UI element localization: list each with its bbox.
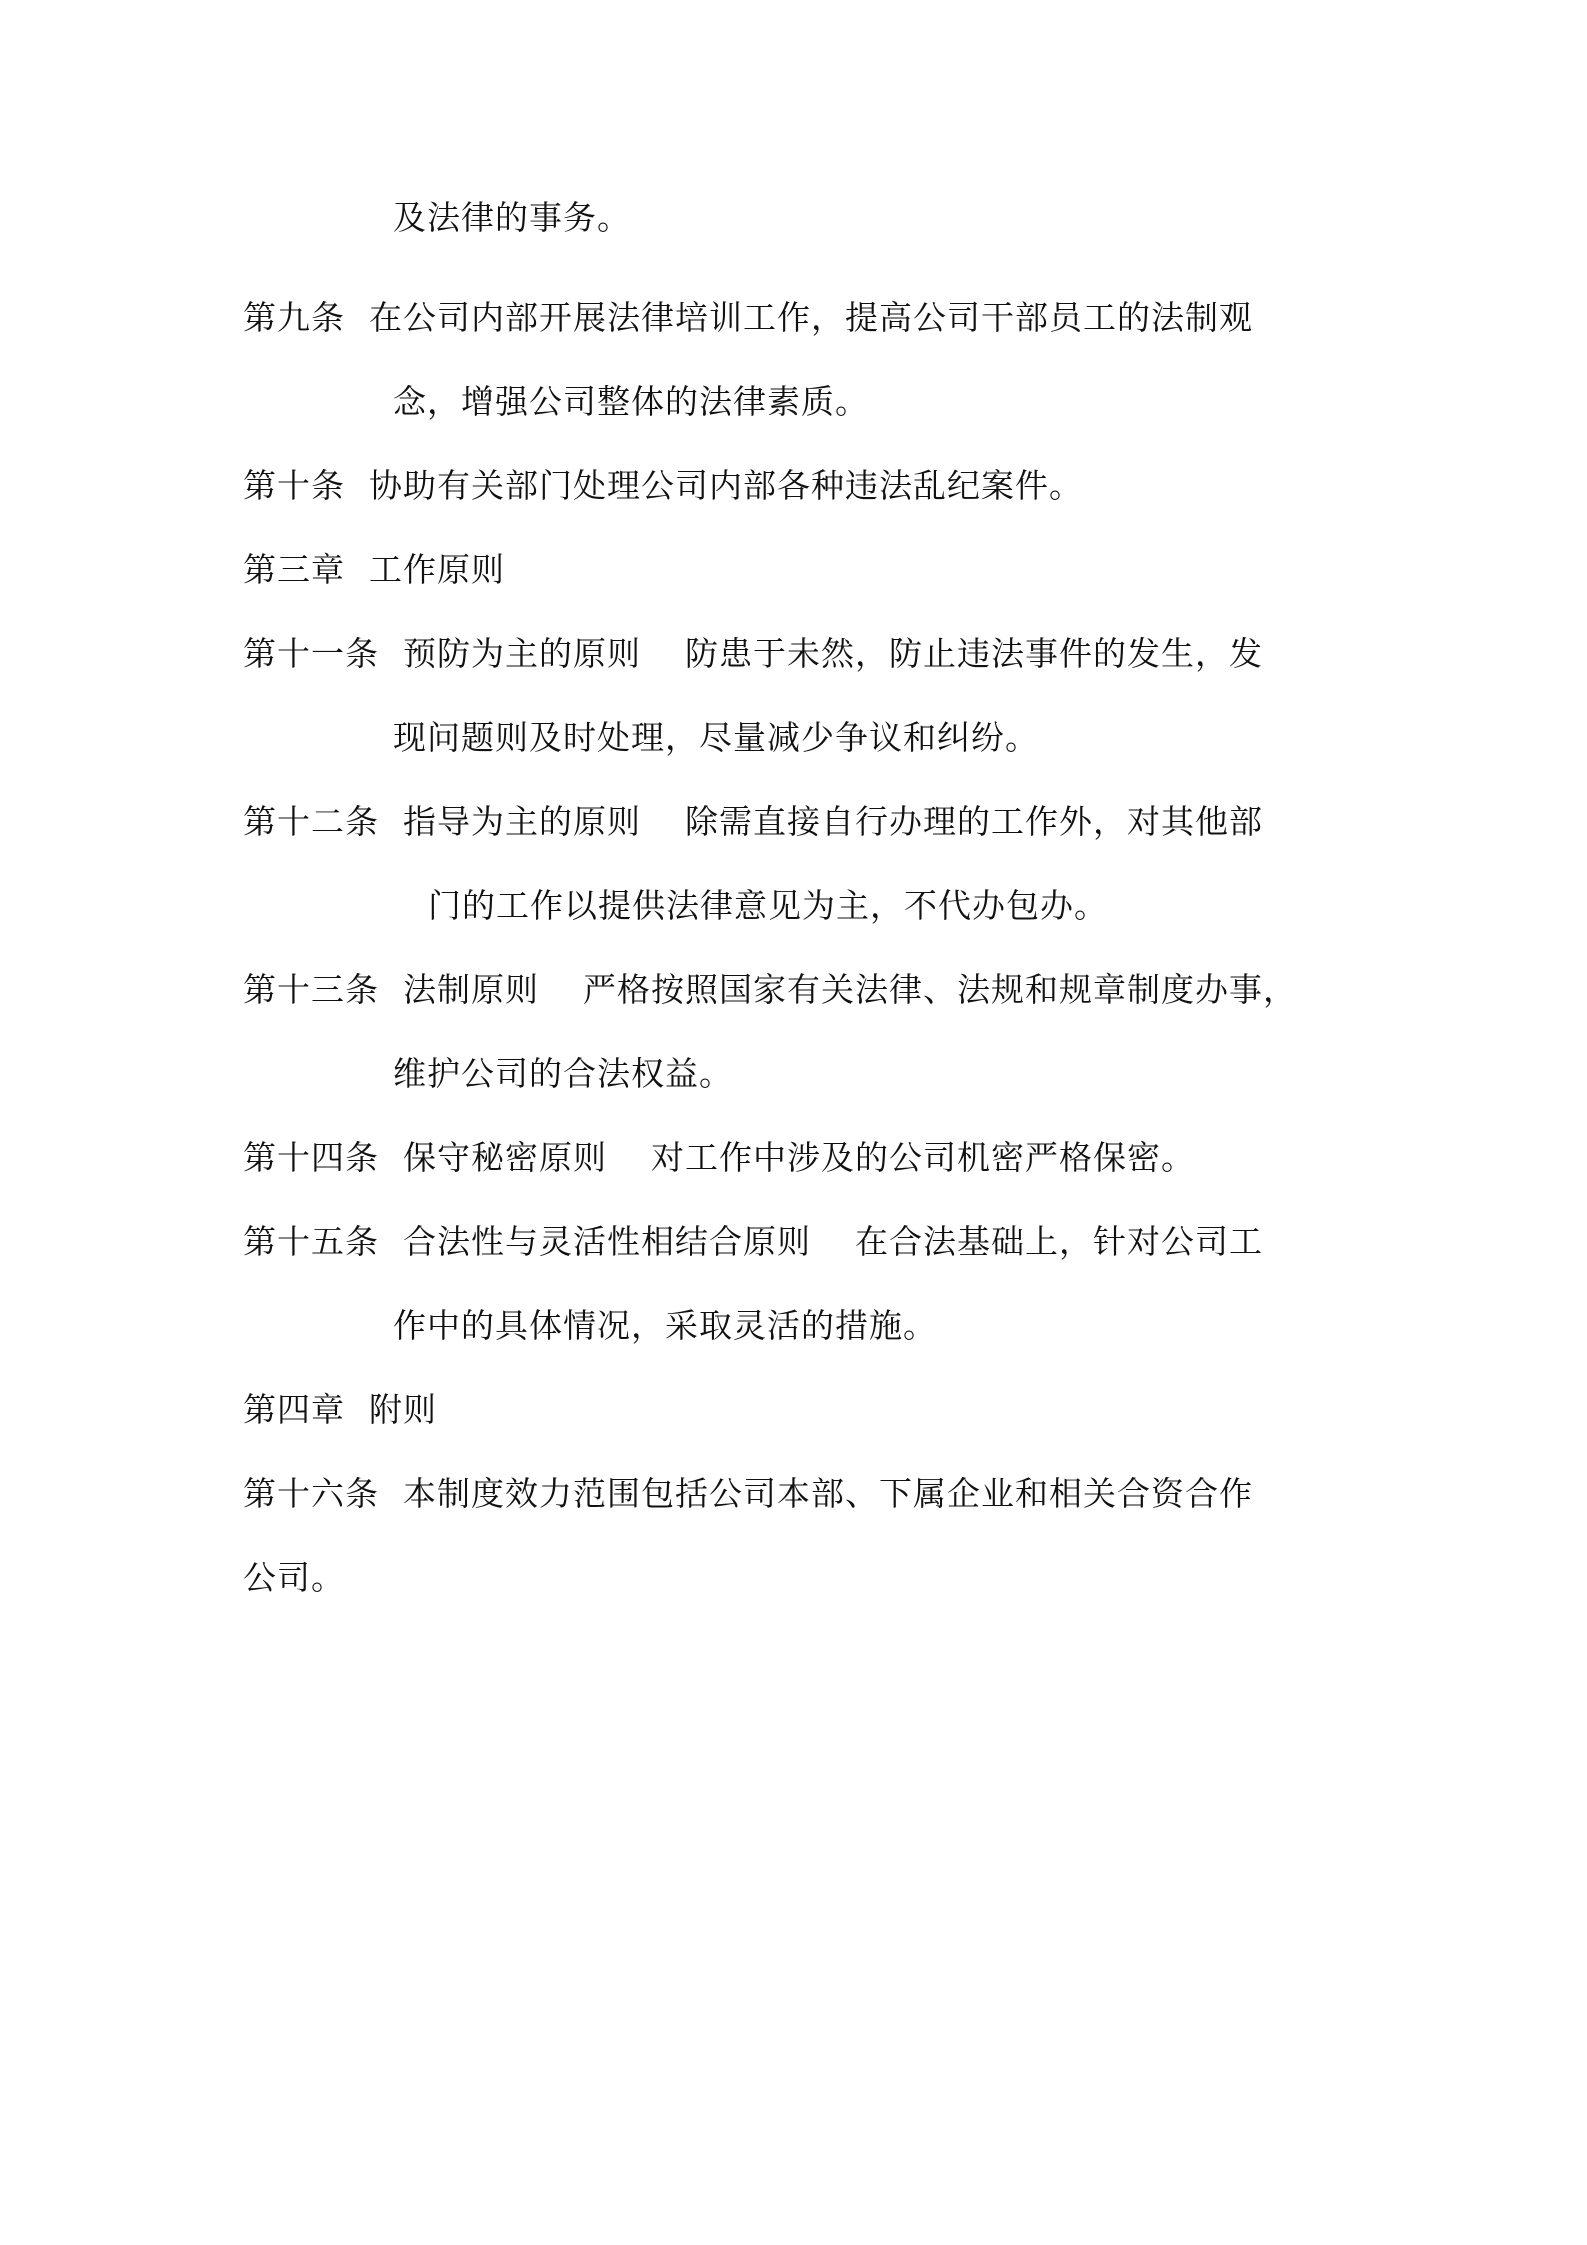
article-label: 第十六条	[243, 1474, 379, 1513]
article-text: 除需直接自行办理的工作外，对其他部	[685, 802, 1263, 841]
line-text: 维护公司的合法权益。	[393, 1054, 733, 1093]
chapter-4-heading	[243, 1388, 437, 1432]
chapter-label: 第三章	[243, 550, 345, 589]
article-10	[243, 464, 1083, 508]
principle-name: 合法性与灵活性相结合原则	[403, 1222, 811, 1261]
chapter-3-heading	[243, 548, 505, 592]
continuation-line	[428, 884, 1108, 928]
continuation-line	[393, 196, 631, 240]
chapter-label: 第四章	[243, 1390, 345, 1429]
article-text: 本制度效力范围包括公司本部、下属企业和相关合资合作	[403, 1474, 1253, 1513]
article-label: 第十条	[243, 466, 345, 505]
article-label: 第十四条	[243, 1138, 379, 1177]
article-label: 第十一条	[243, 634, 379, 673]
chapter-title: 附则	[369, 1390, 437, 1429]
article-label: 第十五条	[243, 1222, 379, 1261]
chapter-title: 工作原则	[369, 550, 505, 589]
line-text: 公司。	[243, 1558, 345, 1597]
continuation-line	[393, 380, 869, 424]
article-9	[243, 296, 1253, 340]
line-text: 门的工作以提供法律意见为主，不代办包办。	[428, 886, 1108, 925]
principle-name: 预防为主的原则	[403, 634, 641, 673]
article-text: 在公司内部开展法律培训工作，提高公司干部员工的法制观	[369, 298, 1253, 337]
article-text: 对工作中涉及的公司机密严格保密。	[651, 1138, 1195, 1177]
continuation-line	[393, 1052, 733, 1096]
continuation-line	[393, 1304, 937, 1348]
article-15	[243, 1220, 1263, 1264]
line-text: 现问题则及时处理，尽量减少争议和纠纷。	[393, 718, 1039, 757]
principle-name: 法制原则	[403, 970, 539, 1009]
article-14	[243, 1136, 1195, 1180]
line-text: 作中的具体情况，采取灵活的措施。	[393, 1306, 937, 1345]
article-text: 防患于未然，防止违法事件的发生，发	[685, 634, 1263, 673]
article-text: 严格按照国家有关法律、法规和规章制度办事，	[583, 970, 1297, 1009]
continuation-line	[393, 716, 1039, 760]
article-text: 在合法基础上，针对公司工	[855, 1222, 1263, 1261]
article-16	[243, 1472, 1253, 1516]
continuation-line	[243, 1556, 345, 1600]
article-label: 第十二条	[243, 802, 379, 841]
article-13	[243, 968, 1297, 1012]
article-label: 第九条	[243, 298, 345, 337]
principle-name: 指导为主的原则	[403, 802, 641, 841]
line-text: 及法律的事务。	[393, 198, 631, 237]
article-text: 协助有关部门处理公司内部各种违法乱纪案件。	[369, 466, 1083, 505]
article-11	[243, 632, 1263, 676]
article-12	[243, 800, 1263, 844]
line-text: 念，增强公司整体的法律素质。	[393, 382, 869, 421]
article-label: 第十三条	[243, 970, 379, 1009]
principle-name: 保守秘密原则	[403, 1138, 607, 1177]
